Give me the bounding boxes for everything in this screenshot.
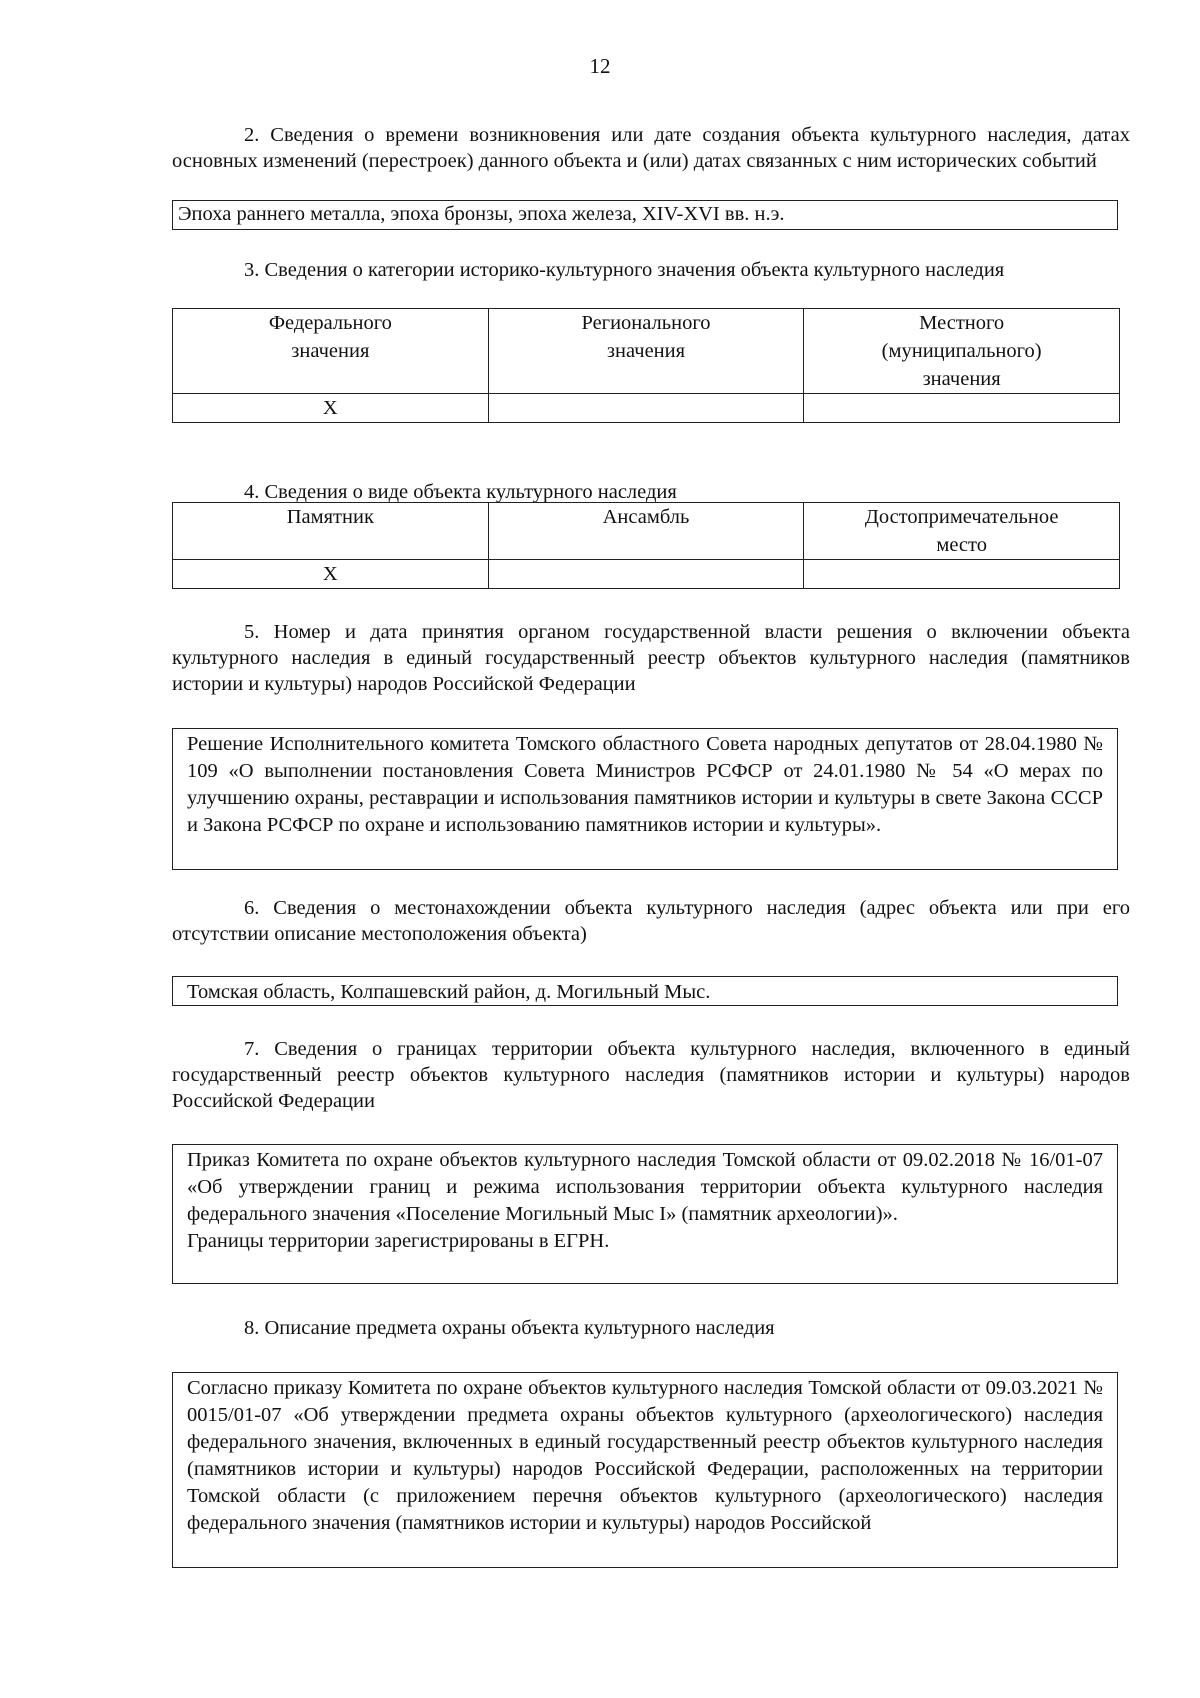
section-7-value-box bbox=[172, 1144, 1118, 1284]
category-local-mark bbox=[804, 394, 1120, 423]
section-2-heading: 2. Сведения о времени возникновения или дате создания объекта культурного наследия, датах основных изменений (перестроек) данного объекта и (или) датах связанных с ним исторических событий bbox=[172, 124, 1130, 172]
section-7-value-p2: Границы территории зарегистрированы в ЕГРН. bbox=[187, 1230, 610, 1252]
type-monument-header: Памятник bbox=[173, 503, 489, 560]
category-local-header: Местного (муниципального) значения bbox=[804, 309, 1120, 394]
type-ensemble-mark bbox=[488, 560, 804, 589]
category-federal-header: Федерального значения bbox=[173, 309, 489, 394]
section-4-heading: 4. Сведения о виде объекта культурного наследия bbox=[244, 481, 677, 503]
type-ensemble-header: Ансамбль bbox=[488, 503, 804, 560]
category-federal-mark: X bbox=[173, 394, 489, 423]
section-7-value-p1: Приказ Комитета по охране объектов культурного наследия Томской области от 09.02.2018 № 16/01-07 «Об утверждении границ и режима использования территории объекта культурного наследия федерального значения «Поселение Могильный Мыс I» (памятник археологии)». bbox=[187, 1149, 1103, 1225]
section-2-value-box bbox=[172, 200, 1118, 230]
section-8-value-box bbox=[172, 1372, 1118, 1568]
section-5-value-box bbox=[172, 728, 1118, 870]
section-6-value: Томская область, Колпашевский район, д. Могильный Мыс. bbox=[187, 981, 711, 1003]
section-6-value-box bbox=[172, 976, 1118, 1006]
section-8-value: Согласно приказу Комитета по охране объектов культурного наследия Томской области от 09.03.2021 № 0015/01-07 «Об утверждении предмета охраны объектов культурного (археологического) наследия федерального значения, включенных в единый государственный реестр объектов культурного наследия (памятников истории и культуры) народов Российской Федерации, расположенных на территории Томской области (с приложением перечня объектов культурного (археологического) наследия федерального значения (памятников истории и культуры) народов Российской bbox=[187, 1377, 1103, 1534]
page-number: 12 bbox=[589, 54, 611, 78]
section-5-value: Решение Исполнительного комитета Томского областного Совета народных депутатов от 28.04.1980 № 109 «О выполнении постановления Совета Министров РСФСР от 24.01.1980 № 54 «О мерах по улучшению охраны, реставрации и использования памятников истории и культуры в свете Закона СССР и Закона РСФСР по охране и использованию памятников истории и культуры». bbox=[187, 733, 1103, 836]
section-4-type-table bbox=[172, 502, 1120, 589]
section-7-heading: 7. Сведения о границах территории объекта культурного наследия, включенного в единый государственный реестр объектов культурного наследия (памятников истории и культуры) народов Российской Федерации bbox=[172, 1038, 1130, 1112]
type-monument-mark: X bbox=[173, 560, 489, 589]
section-8-heading: 8. Описание предмета охраны объекта культурного наследия bbox=[244, 1317, 775, 1339]
category-regional-header: Регионального значения bbox=[488, 309, 804, 394]
section-5-heading: 5. Номер и дата принятия органом государственной власти решения о включении объекта культурного наследия в единый государственный реестр объектов культурного наследия (памятников истории и культуры) народов Российской Федерации bbox=[172, 621, 1130, 695]
type-landmark-header: Достопримечательное место bbox=[804, 503, 1120, 560]
section-3-category-table bbox=[172, 308, 1120, 423]
category-regional-mark bbox=[488, 394, 804, 423]
type-landmark-mark bbox=[804, 560, 1120, 589]
section-3-heading: 3. Сведения о категории историко-культурного значения объекта культурного наследия bbox=[244, 259, 1005, 281]
section-6-heading: 6. Сведения о местонахождении объекта культурного наследия (адрес объекта или при его отсутствии описание местоположения объекта) bbox=[172, 897, 1130, 945]
section-2-value: Эпоха раннего металла, эпоха бронзы, эпоха железа, XIV-XVI вв. н.э. bbox=[178, 203, 785, 225]
